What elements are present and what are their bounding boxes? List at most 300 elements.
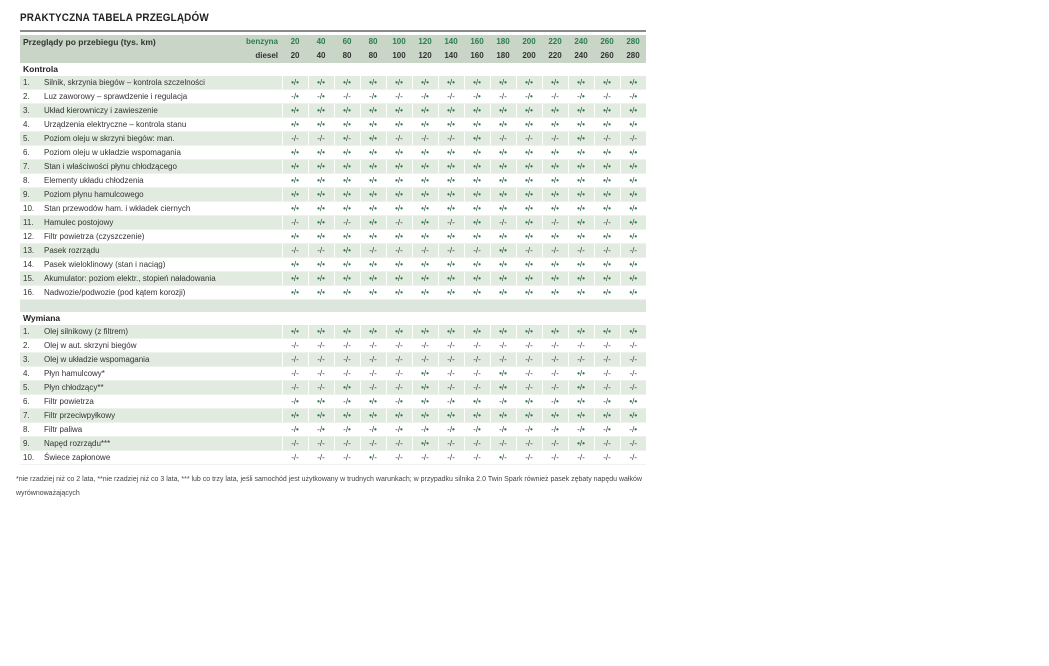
service-cell: •/• <box>490 188 516 202</box>
row-number: 12. <box>20 230 42 244</box>
service-cell: -/- <box>516 451 542 465</box>
service-cell: •/• <box>360 286 386 300</box>
service-cell: •/• <box>464 395 490 409</box>
service-cell: -/- <box>282 367 308 381</box>
service-cell: •/• <box>516 325 542 339</box>
service-cell: •/• <box>516 160 542 174</box>
service-cell: •/• <box>620 174 646 188</box>
service-cell: -/- <box>412 339 438 353</box>
table-row <box>20 437 646 451</box>
service-cell: •/• <box>282 104 308 118</box>
service-cell: •/• <box>568 216 594 230</box>
service-cell: •/• <box>516 286 542 300</box>
service-cell: -/- <box>594 339 620 353</box>
service-cell: -/- <box>334 367 360 381</box>
service-cell: •/• <box>464 216 490 230</box>
table-row <box>20 202 646 216</box>
row-number: 2. <box>20 90 42 104</box>
service-cell: •/• <box>516 409 542 423</box>
service-cell: •/• <box>282 230 308 244</box>
service-cell: -/- <box>360 367 386 381</box>
service-cell: -/- <box>542 367 568 381</box>
row-number: 15. <box>20 272 42 286</box>
row-number: 13. <box>20 244 42 258</box>
service-cell: -/- <box>620 367 646 381</box>
service-cell: •/• <box>542 146 568 160</box>
row-label: Filtr powietrza <box>42 395 282 409</box>
service-cell: •/• <box>542 174 568 188</box>
row-label: Świece zapłonowe <box>42 451 282 465</box>
service-cell: •/• <box>620 409 646 423</box>
service-cell: •/• <box>438 174 464 188</box>
table-row <box>20 216 646 230</box>
service-cell: -/- <box>360 244 386 258</box>
service-cell: •/• <box>568 132 594 146</box>
service-cell: -/• <box>282 90 308 104</box>
service-cell: •/• <box>542 409 568 423</box>
row-label: Olej silnikowy (z filtrem) <box>42 325 282 339</box>
benzyna-km-cell: 20 <box>282 35 308 49</box>
service-cell: •/• <box>360 76 386 90</box>
row-label: Silnik, skrzynia biegów – kontrola szczelności <box>42 76 282 90</box>
service-cell: •/• <box>334 244 360 258</box>
service-cell: -/- <box>490 437 516 451</box>
service-cell: •/• <box>308 395 334 409</box>
row-number: 10. <box>20 451 42 465</box>
section-header <box>20 312 646 325</box>
service-cell: •/• <box>282 325 308 339</box>
service-cell: -/- <box>412 132 438 146</box>
footnote: *nie rzadziej niż co 2 lata, **nie rzadziej niż co 3 lata, *** lub co trzy lata, jeśli samochód jest użytkowany w trudnych warunkach; w przypadku silnika 2.0 Twin Spark również pasek zębaty napędu wałków wyrównoważających <box>16 476 642 497</box>
service-cell: -/• <box>464 90 490 104</box>
service-cell: •/• <box>360 174 386 188</box>
service-cell: -/• <box>542 395 568 409</box>
service-cell: •/• <box>334 409 360 423</box>
service-cell: •/• <box>386 160 412 174</box>
service-cell: •/• <box>308 76 334 90</box>
service-cell: -/- <box>438 381 464 395</box>
diesel-km-cell: 240 <box>568 49 594 63</box>
service-cell: -/• <box>438 423 464 437</box>
service-cell: •/• <box>412 381 438 395</box>
service-cell: -/- <box>386 339 412 353</box>
service-cell: •/• <box>568 104 594 118</box>
service-cell: •/• <box>594 146 620 160</box>
service-cell: •/• <box>542 286 568 300</box>
service-cell: •/• <box>334 272 360 286</box>
service-cell: •/• <box>620 216 646 230</box>
service-cell: •/• <box>594 202 620 216</box>
service-cell: •/• <box>594 76 620 90</box>
service-cell: •/• <box>620 395 646 409</box>
section-header <box>20 63 646 76</box>
service-cell: •/• <box>594 258 620 272</box>
service-cell: •/• <box>542 325 568 339</box>
service-cell: •/• <box>568 76 594 90</box>
service-cell: •/• <box>594 325 620 339</box>
row-label: Stan i właściwości płynu chłodzącego <box>42 160 282 174</box>
service-cell: •/• <box>334 174 360 188</box>
service-cell: •/• <box>516 118 542 132</box>
header-row-benzyna <box>20 35 646 49</box>
service-cell: •/• <box>568 325 594 339</box>
service-cell: •/• <box>568 286 594 300</box>
service-cell: •/• <box>568 409 594 423</box>
service-cell: •/• <box>490 230 516 244</box>
service-cell: -/- <box>516 353 542 367</box>
service-cell: •/• <box>438 230 464 244</box>
row-label: Filtr powietrza (czyszczenie) <box>42 230 282 244</box>
service-cell: •/• <box>620 272 646 286</box>
diesel-km-cell: 180 <box>490 49 516 63</box>
service-cell: •/• <box>412 202 438 216</box>
service-cell: -/- <box>282 437 308 451</box>
service-cell: -/- <box>308 381 334 395</box>
service-cell: •/• <box>620 146 646 160</box>
service-cell: -/• <box>360 90 386 104</box>
table-row <box>20 325 646 339</box>
service-cell: •/• <box>412 188 438 202</box>
service-cell: •/- <box>360 451 386 465</box>
service-cell: -/- <box>594 216 620 230</box>
diesel-km-cell: 280 <box>620 49 646 63</box>
row-label: Urządzenia elektryczne – kontrola stanu <box>42 118 282 132</box>
row-label: Nadwozie/podwozie (pod kątem korozji) <box>42 286 282 300</box>
service-cell: •/• <box>412 437 438 451</box>
service-cell: •/• <box>412 286 438 300</box>
row-number: 3. <box>20 104 42 118</box>
row-number: 7. <box>20 160 42 174</box>
table-row <box>20 258 646 272</box>
row-label: Płyn hamulcowy* <box>42 367 282 381</box>
service-cell: •/• <box>464 286 490 300</box>
service-cell: -/- <box>568 353 594 367</box>
row-number: 7. <box>20 409 42 423</box>
row-number: 6. <box>20 146 42 160</box>
table-row <box>20 146 646 160</box>
service-cell: -/- <box>568 244 594 258</box>
service-cell: -/- <box>516 367 542 381</box>
service-cell: •/• <box>568 367 594 381</box>
service-cell: •/• <box>516 258 542 272</box>
row-number: 5. <box>20 381 42 395</box>
service-cell: •/• <box>308 188 334 202</box>
service-cell: •/• <box>360 118 386 132</box>
row-label: Napęd rozrządu*** <box>42 437 282 451</box>
service-cell: •/• <box>464 202 490 216</box>
service-cell: -/- <box>282 339 308 353</box>
service-cell: •/• <box>386 230 412 244</box>
table-row <box>20 174 646 188</box>
service-cell: •/• <box>386 118 412 132</box>
service-cell: •/• <box>334 325 360 339</box>
service-cell: -/- <box>334 90 360 104</box>
service-cell: -/- <box>490 353 516 367</box>
service-cell: -/- <box>282 353 308 367</box>
row-number: 4. <box>20 118 42 132</box>
service-cell: -/- <box>282 132 308 146</box>
row-number: 4. <box>20 367 42 381</box>
service-cell: •/• <box>594 104 620 118</box>
service-cell: •/• <box>620 188 646 202</box>
service-cell: -/- <box>308 367 334 381</box>
diesel-km-cell: 220 <box>542 49 568 63</box>
row-label: Luz zaworowy – sprawdzenie i regulacja <box>42 90 282 104</box>
service-cell: •/• <box>568 272 594 286</box>
service-cell: -/- <box>516 339 542 353</box>
table-row <box>20 188 646 202</box>
service-cell: •/• <box>308 258 334 272</box>
service-cell: •/• <box>490 272 516 286</box>
service-cell: •/• <box>412 146 438 160</box>
benzyna-km-cell: 280 <box>620 35 646 49</box>
service-cell: •/• <box>568 146 594 160</box>
service-cell: -/- <box>464 353 490 367</box>
service-cell: •/• <box>594 286 620 300</box>
service-cell: •/• <box>568 160 594 174</box>
service-cell: -/- <box>490 216 516 230</box>
diesel-label: diesel <box>230 49 282 63</box>
service-cell: •/• <box>490 409 516 423</box>
service-cell: -/• <box>386 395 412 409</box>
service-cell: •/• <box>464 272 490 286</box>
service-cell: •/• <box>542 160 568 174</box>
service-cell: •/• <box>438 272 464 286</box>
service-cell: •/• <box>308 160 334 174</box>
service-cell: •/• <box>542 188 568 202</box>
service-cell: •/• <box>490 244 516 258</box>
service-cell: -/- <box>438 367 464 381</box>
title-divider <box>20 30 646 32</box>
service-cell: •/• <box>620 258 646 272</box>
table-row <box>20 118 646 132</box>
row-label: Płyn chłodzący** <box>42 381 282 395</box>
service-cell: •/• <box>386 146 412 160</box>
row-label: Akumulator: poziom elektr., stopień naładowania <box>42 272 282 286</box>
service-cell: -/- <box>594 244 620 258</box>
service-cell: •/• <box>308 216 334 230</box>
table-row <box>20 367 646 381</box>
service-cell: •/• <box>308 325 334 339</box>
table-row <box>20 353 646 367</box>
service-cell: -/- <box>490 339 516 353</box>
service-cell: -/- <box>308 353 334 367</box>
header-spacer <box>20 49 230 63</box>
service-cell: •/• <box>334 230 360 244</box>
service-cell: •/• <box>620 104 646 118</box>
service-cell: •/• <box>464 146 490 160</box>
row-label: Układ kierowniczy i zawieszenie <box>42 104 282 118</box>
service-cell: •/• <box>386 174 412 188</box>
service-cell: -/- <box>542 339 568 353</box>
service-cell: -/- <box>412 244 438 258</box>
service-cell: -/- <box>464 367 490 381</box>
service-cell: •/• <box>412 118 438 132</box>
service-cell: -/- <box>594 451 620 465</box>
service-cell: •/• <box>282 188 308 202</box>
diesel-km-cell: 100 <box>386 49 412 63</box>
service-cell: •/- <box>334 132 360 146</box>
section-gap <box>20 300 646 313</box>
service-cell: •/• <box>334 160 360 174</box>
table-row <box>20 423 646 437</box>
row-label: Olej w układzie wspomagania <box>42 353 282 367</box>
service-cell: •/• <box>464 76 490 90</box>
service-cell: •/• <box>386 409 412 423</box>
service-cell: •/• <box>282 258 308 272</box>
service-cell: -/- <box>464 339 490 353</box>
service-cell: •/• <box>282 202 308 216</box>
service-cell: •/• <box>490 160 516 174</box>
service-cell: -/- <box>464 244 490 258</box>
service-cell: •/• <box>542 104 568 118</box>
service-cell: -/• <box>308 90 334 104</box>
service-cell: •/• <box>412 272 438 286</box>
service-cell: •/• <box>360 258 386 272</box>
service-cell: •/• <box>568 118 594 132</box>
table-row <box>20 90 646 104</box>
service-cell: -/- <box>542 244 568 258</box>
service-cell: •/• <box>282 76 308 90</box>
service-cell: •/• <box>386 272 412 286</box>
service-cell: •/• <box>308 286 334 300</box>
benzyna-km-cell: 40 <box>308 35 334 49</box>
row-label: Filtr paliwa <box>42 423 282 437</box>
service-cell: -/- <box>516 437 542 451</box>
service-cell: -/• <box>412 90 438 104</box>
diesel-km-cell: 260 <box>594 49 620 63</box>
service-cell: •/• <box>282 160 308 174</box>
service-cell: •/• <box>334 118 360 132</box>
service-cell: -/- <box>334 353 360 367</box>
inspection-table-card <box>12 4 646 504</box>
service-cell: •/• <box>334 286 360 300</box>
service-cell: -/- <box>438 339 464 353</box>
service-cell: •/• <box>360 325 386 339</box>
service-cell: -/- <box>282 451 308 465</box>
service-cell: •/• <box>464 409 490 423</box>
service-cell: •/• <box>360 202 386 216</box>
service-cell: •/• <box>542 230 568 244</box>
service-cell: -/- <box>542 451 568 465</box>
service-cell: •/• <box>334 76 360 90</box>
benzyna-km-cell: 120 <box>412 35 438 49</box>
diesel-km-cell: 80 <box>334 49 360 63</box>
service-cell: •/• <box>438 118 464 132</box>
header-row-diesel <box>20 49 646 63</box>
section-title: Kontrola <box>23 64 58 74</box>
benzyna-km-cell: 100 <box>386 35 412 49</box>
service-cell: •/• <box>386 76 412 90</box>
service-cell: •/• <box>308 146 334 160</box>
service-cell: •/• <box>490 174 516 188</box>
service-cell: •/• <box>568 174 594 188</box>
row-label: Poziom oleju w układzie wspomagania <box>42 146 282 160</box>
service-cell: •/• <box>568 188 594 202</box>
service-cell: -/- <box>568 339 594 353</box>
service-cell: -/- <box>620 451 646 465</box>
service-cell: -/- <box>438 132 464 146</box>
service-cell: •/• <box>490 258 516 272</box>
benzyna-km-cell: 240 <box>568 35 594 49</box>
service-cell: -/- <box>308 451 334 465</box>
table-row <box>20 451 646 465</box>
service-cell: -/- <box>620 353 646 367</box>
service-cell: •/• <box>412 230 438 244</box>
service-cell: -/- <box>386 437 412 451</box>
service-cell: •/• <box>438 286 464 300</box>
service-cell: •/• <box>620 118 646 132</box>
diesel-km-cell: 140 <box>438 49 464 63</box>
header-label: Przeglądy po przebiegu (tys. km) <box>20 35 230 49</box>
service-cell: •/• <box>386 325 412 339</box>
service-cell: •/• <box>308 174 334 188</box>
benzyna-km-cell: 140 <box>438 35 464 49</box>
service-cell: •/• <box>386 188 412 202</box>
row-label: Elementy układu chłodzenia <box>42 174 282 188</box>
service-cell: •/• <box>542 202 568 216</box>
service-cell: -/- <box>360 437 386 451</box>
service-cell: •/• <box>464 118 490 132</box>
row-number: 9. <box>20 437 42 451</box>
row-number: 3. <box>20 353 42 367</box>
service-cell: •/• <box>568 395 594 409</box>
service-cell: -/• <box>308 423 334 437</box>
service-cell: -/• <box>516 90 542 104</box>
service-cell: -/- <box>542 381 568 395</box>
row-label: Pasek wieloklinowy (stan i naciąg) <box>42 258 282 272</box>
service-cell: •/• <box>568 381 594 395</box>
benzyna-km-cell: 180 <box>490 35 516 49</box>
service-cell: •/• <box>464 230 490 244</box>
diesel-km-cell: 80 <box>360 49 386 63</box>
table-row <box>20 381 646 395</box>
service-cell: •/• <box>464 258 490 272</box>
service-cell: -/- <box>282 381 308 395</box>
service-cell: •/• <box>412 325 438 339</box>
table-title: PRAKTYCZNA TABELA PRZEGLĄDÓW <box>20 12 209 24</box>
service-cell: -/- <box>620 381 646 395</box>
service-cell: -/- <box>412 353 438 367</box>
service-cell: -/- <box>360 381 386 395</box>
table-row <box>20 76 646 90</box>
service-cell: •/• <box>308 104 334 118</box>
service-cell: -/• <box>386 423 412 437</box>
service-cell: -/- <box>334 216 360 230</box>
diesel-km-cell: 120 <box>412 49 438 63</box>
service-cell: •/• <box>620 202 646 216</box>
inspection-table <box>20 35 646 465</box>
service-cell: •/• <box>282 272 308 286</box>
service-cell: -/• <box>282 395 308 409</box>
service-cell: -/- <box>438 353 464 367</box>
service-cell: •/• <box>516 146 542 160</box>
row-number: 16. <box>20 286 42 300</box>
service-cell: -/- <box>620 132 646 146</box>
service-cell: •/• <box>594 118 620 132</box>
table-row <box>20 409 646 423</box>
service-cell: -/• <box>438 395 464 409</box>
row-label: Pasek rozrządu <box>42 244 282 258</box>
row-number: 5. <box>20 132 42 146</box>
service-cell: •/• <box>568 230 594 244</box>
service-cell: -/- <box>464 381 490 395</box>
service-cell: •/• <box>594 409 620 423</box>
service-cell: -/- <box>360 339 386 353</box>
service-cell: •/• <box>568 202 594 216</box>
service-cell: •/• <box>360 272 386 286</box>
service-cell: -/- <box>386 90 412 104</box>
